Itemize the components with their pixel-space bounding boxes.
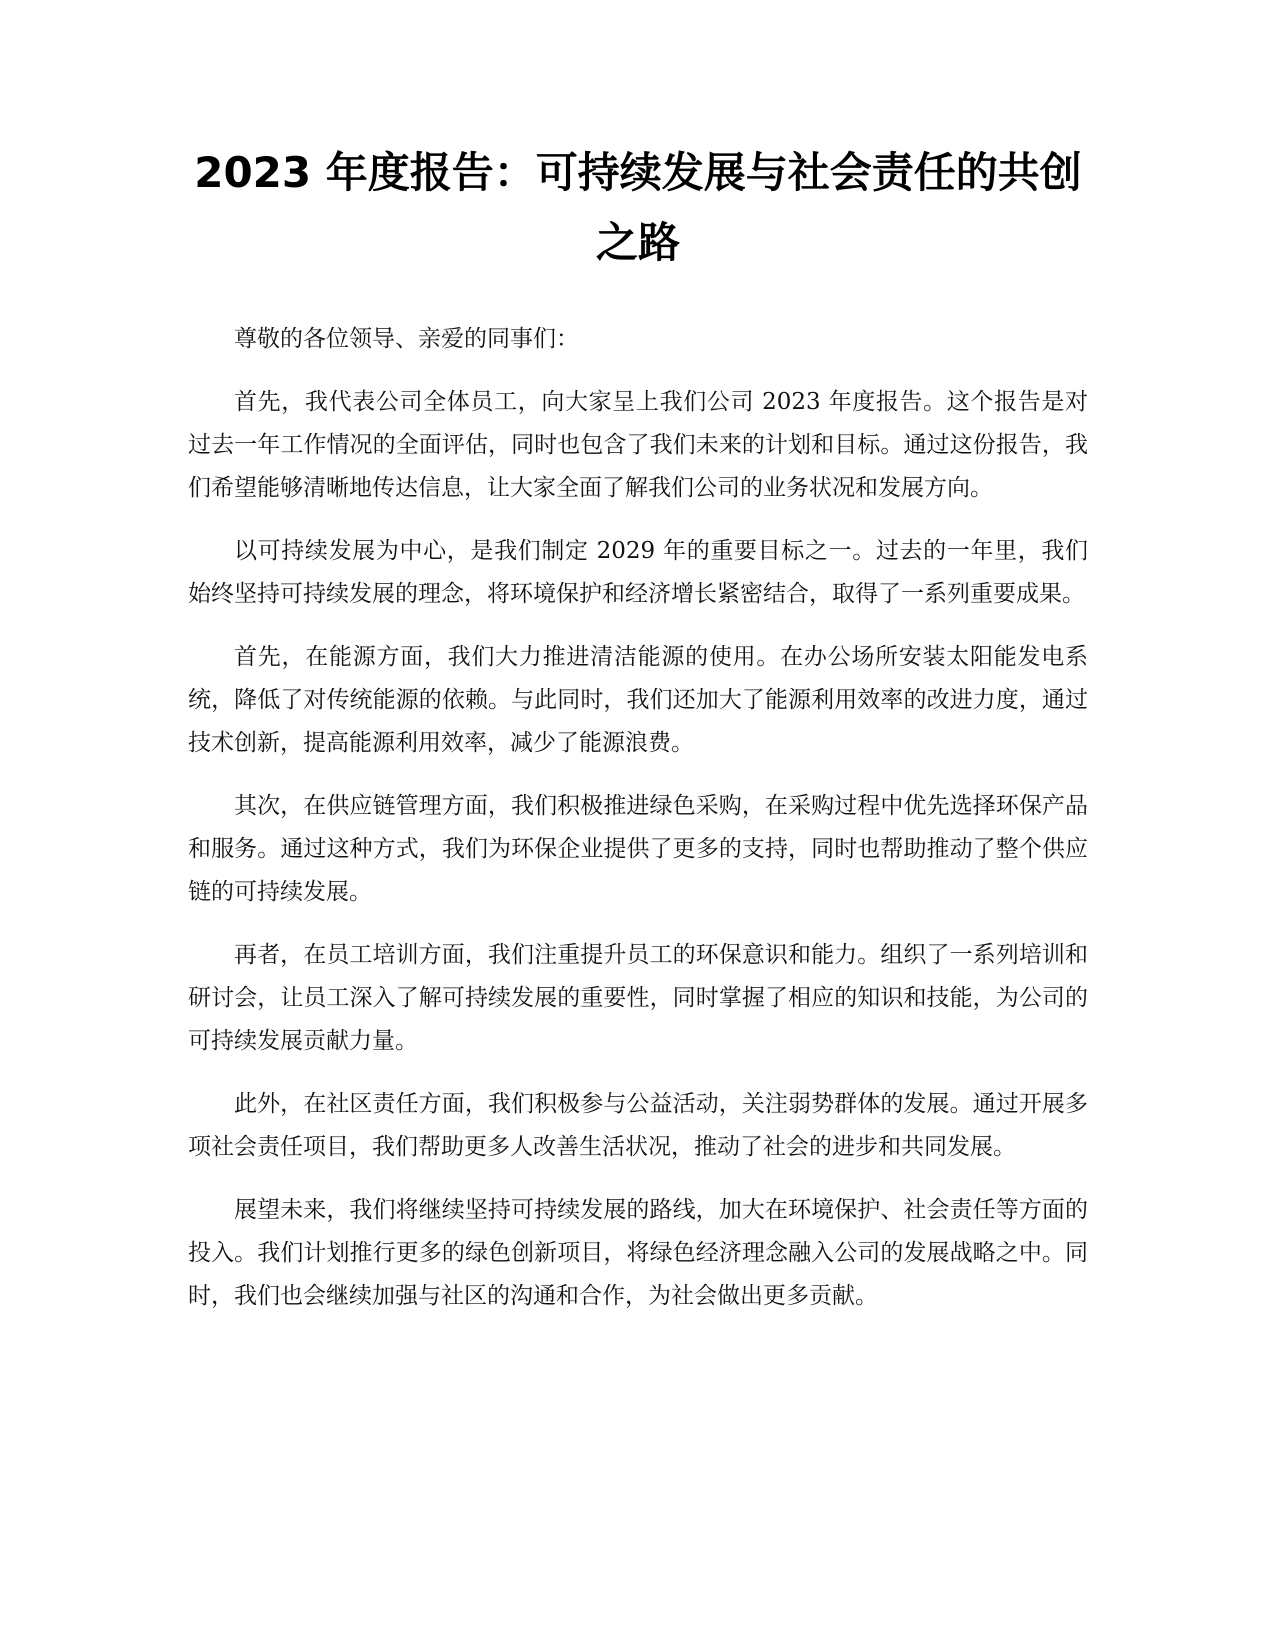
supply-chain-paragraph: 其次，在供应链管理方面，我们积极推进绿色采购，在采购过程中优先选择环保产品和服务。通过这种方式，我们为环保企业提供了更多的支持，同时也帮助推动了整个供应链的可持续发展。: [188, 793, 1088, 905]
energy-paragraph: 首先，在能源方面，我们大力推进清洁能源的使用。在办公场所安装太阳能发电系统，降低了对传统能源的依赖。与此同时，我们还加大了能源利用效率的改进力度，通过技术创新，提高能源利用效率，减少了能源浪费。: [188, 644, 1088, 756]
introduction-paragraph: 首先，我代表公司全体员工，向大家呈上我们公司 2023 年度报告。这个报告是对过去一年工作情况的全面评估，同时也包含了我们未来的计划和目标。通过这份报告，我们希望能够清晰地传达信息，让大家全面了解我们公司的业务状况和发展方向。: [188, 389, 1088, 501]
document-body: [188, 318, 1088, 1318]
employee-training-paragraph: 再者，在员工培训方面，我们注重提升员工的环保意识和能力。组织了一系列培训和研讨会，让员工深入了解可持续发展的重要性，同时掌握了相应的知识和技能，为公司的可持续发展贡献力量。: [188, 942, 1088, 1054]
sustainability-goal-paragraph: 以可持续发展为中心，是我们制定 2029 年的重要目标之一。过去的一年里，我们始终坚持可持续发展的理念，将环境保护和经济增长紧密结合，取得了一系列重要成果。: [188, 538, 1088, 607]
community-responsibility-paragraph: 此外，在社区责任方面，我们积极参与公益活动，关注弱势群体的发展。通过开展多项社会责任项目，我们帮助更多人改善生活状况，推动了社会的进步和共同发展。: [188, 1091, 1088, 1160]
document-title: 2023 年度报告：可持续发展与社会责任的共创之路: [194, 148, 1082, 267]
salutation-paragraph: 尊敬的各位领导、亲爱的同事们：: [234, 326, 579, 352]
document-content: [188, 138, 1088, 1338]
outlook-paragraph: 展望未来，我们将继续坚持可持续发展的路线，加大在环境保护、社会责任等方面的投入。我们计划推行更多的绿色创新项目，将绿色经济理念融入公司的发展战略之中。同时，我们也会继续加强与社区的沟通和合作，为社会做出更多贡献。: [188, 1197, 1088, 1309]
